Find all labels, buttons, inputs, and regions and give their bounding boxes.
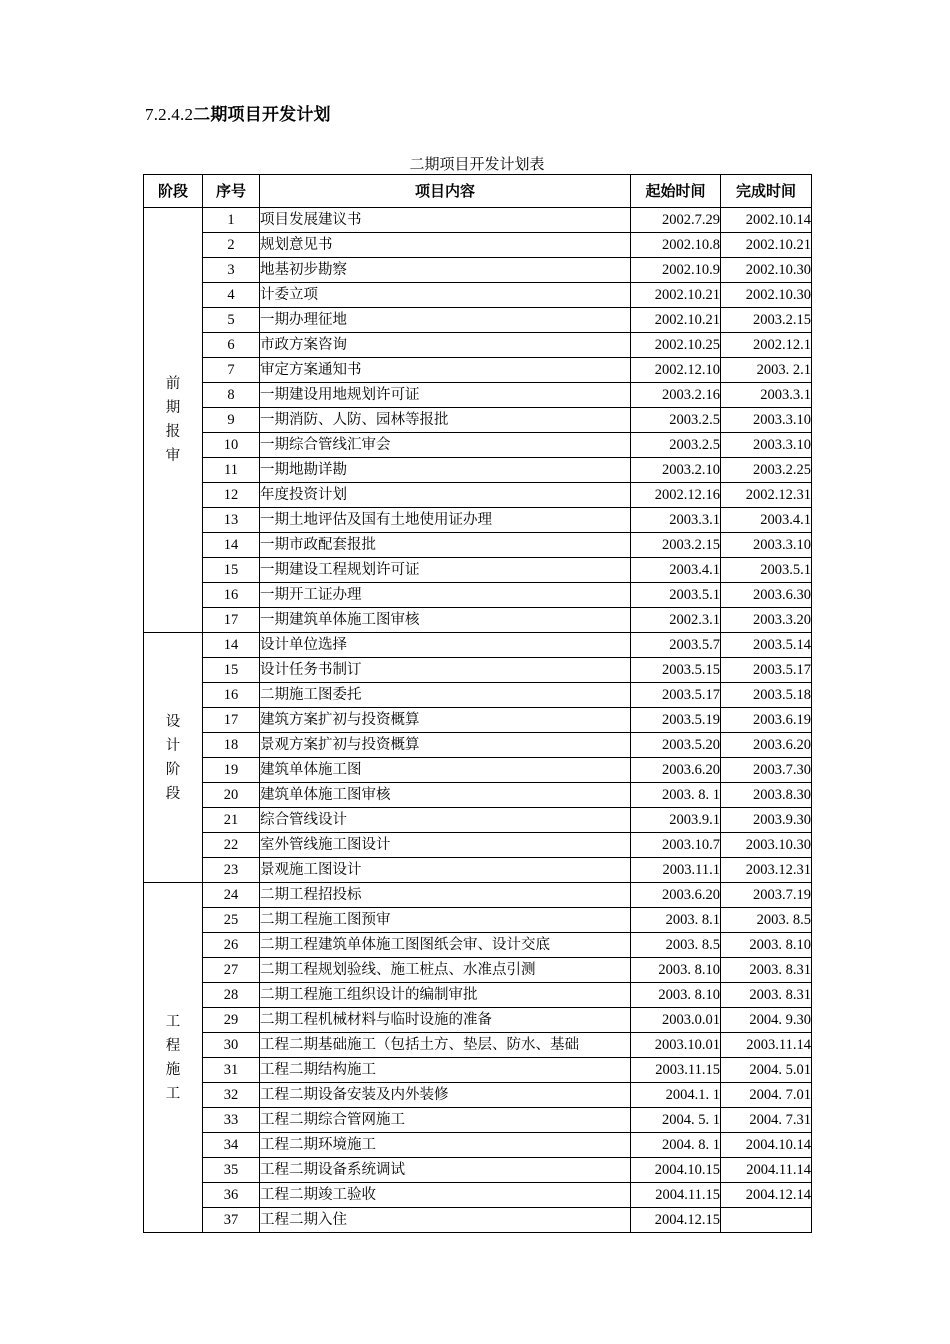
item-cell: 二期工程施工图预审 bbox=[260, 908, 631, 933]
start-date-cell: 2003.5.7 bbox=[631, 633, 721, 658]
item-cell: 一期土地评估及国有土地使用证办理 bbox=[260, 508, 631, 533]
seq-cell: 6 bbox=[203, 333, 260, 358]
seq-cell: 14 bbox=[203, 633, 260, 658]
end-date-cell: 2003.2.15 bbox=[721, 308, 812, 333]
item-cell: 建筑单体施工图审核 bbox=[260, 783, 631, 808]
table-row bbox=[144, 858, 812, 883]
item-cell: 工程二期综合管网施工 bbox=[260, 1108, 631, 1133]
start-date-cell: 2003.5.20 bbox=[631, 733, 721, 758]
end-date-cell: 2003.10.30 bbox=[721, 833, 812, 858]
phase-label-char: 计 bbox=[165, 737, 181, 754]
item-cell: 市政方案咨询 bbox=[260, 333, 631, 358]
table-row bbox=[144, 808, 812, 833]
start-date-cell: 2004.11.15 bbox=[631, 1183, 721, 1208]
seq-cell: 15 bbox=[203, 658, 260, 683]
end-date-cell: 2003.6.30 bbox=[721, 583, 812, 608]
start-date-cell: 2003. 8. 1 bbox=[631, 783, 721, 808]
item-cell: 工程二期环境施工 bbox=[260, 1133, 631, 1158]
item-cell: 景观施工图设计 bbox=[260, 858, 631, 883]
item-cell: 综合管线设计 bbox=[260, 808, 631, 833]
table-row bbox=[144, 258, 812, 283]
seq-cell: 35 bbox=[203, 1158, 260, 1183]
table-row bbox=[144, 633, 812, 658]
table-row bbox=[144, 833, 812, 858]
table-row bbox=[144, 1083, 812, 1108]
header-content: 项目内容 bbox=[260, 175, 631, 208]
table-body bbox=[144, 208, 812, 1233]
table-row bbox=[144, 383, 812, 408]
seq-cell: 33 bbox=[203, 1108, 260, 1133]
end-date-cell: 2004. 7.01 bbox=[721, 1083, 812, 1108]
end-date-cell: 2003.7.30 bbox=[721, 758, 812, 783]
seq-cell: 32 bbox=[203, 1083, 260, 1108]
start-date-cell: 2003.3.1 bbox=[631, 508, 721, 533]
start-date-cell: 2002.12.16 bbox=[631, 483, 721, 508]
development-plan-table bbox=[143, 174, 812, 1233]
end-date-cell: 2003.7.19 bbox=[721, 883, 812, 908]
seq-cell: 28 bbox=[203, 983, 260, 1008]
table-row bbox=[144, 883, 812, 908]
table-row bbox=[144, 608, 812, 633]
end-date-cell: 2003.5.14 bbox=[721, 633, 812, 658]
table-row bbox=[144, 283, 812, 308]
seq-cell: 18 bbox=[203, 733, 260, 758]
table-row bbox=[144, 458, 812, 483]
seq-cell: 24 bbox=[203, 883, 260, 908]
end-date-cell: 2002.12.31 bbox=[721, 483, 812, 508]
seq-cell: 11 bbox=[203, 458, 260, 483]
item-cell: 项目发展建议书 bbox=[260, 208, 631, 233]
phase-label-char: 前 bbox=[165, 376, 181, 392]
end-date-cell: 2004.12.14 bbox=[721, 1183, 812, 1208]
end-date-cell: 2003.5.17 bbox=[721, 658, 812, 683]
item-cell: 一期消防、人防、园林等报批 bbox=[260, 408, 631, 433]
item-cell: 工程二期竣工验收 bbox=[260, 1183, 631, 1208]
phase-label-char: 报 bbox=[165, 424, 181, 440]
seq-cell: 17 bbox=[203, 608, 260, 633]
table-row bbox=[144, 1008, 812, 1033]
table-row bbox=[144, 1208, 812, 1233]
end-date-cell: 2002.10.21 bbox=[721, 233, 812, 258]
item-cell: 审定方案通知书 bbox=[260, 358, 631, 383]
header-end: 完成时间 bbox=[721, 175, 812, 208]
end-date-cell bbox=[721, 1208, 812, 1233]
header-phase: 阶段 bbox=[144, 175, 203, 208]
end-date-cell: 2004.11.14 bbox=[721, 1158, 812, 1183]
seq-cell: 1 bbox=[203, 208, 260, 233]
seq-cell: 2 bbox=[203, 233, 260, 258]
phase-label-char: 阶 bbox=[165, 761, 181, 778]
start-date-cell: 2003.2.5 bbox=[631, 433, 721, 458]
item-cell: 建筑单体施工图 bbox=[260, 758, 631, 783]
seq-cell: 20 bbox=[203, 783, 260, 808]
seq-cell: 22 bbox=[203, 833, 260, 858]
end-date-cell: 2003.3.20 bbox=[721, 608, 812, 633]
end-date-cell: 2002.12.1 bbox=[721, 333, 812, 358]
start-date-cell: 2003. 8.5 bbox=[631, 933, 721, 958]
item-cell: 规划意见书 bbox=[260, 233, 631, 258]
phase-label-char: 施 bbox=[165, 1061, 181, 1078]
phase-label bbox=[144, 208, 203, 633]
seq-cell: 17 bbox=[203, 708, 260, 733]
end-date-cell: 2004. 7.31 bbox=[721, 1108, 812, 1133]
start-date-cell: 2003.2.16 bbox=[631, 383, 721, 408]
start-date-cell: 2003.4.1 bbox=[631, 558, 721, 583]
start-date-cell: 2003.5.1 bbox=[631, 583, 721, 608]
table-row bbox=[144, 208, 812, 233]
end-date-cell: 2004. 5.01 bbox=[721, 1058, 812, 1083]
seq-cell: 13 bbox=[203, 508, 260, 533]
table-row bbox=[144, 908, 812, 933]
start-date-cell: 2004. 5. 1 bbox=[631, 1108, 721, 1133]
item-cell: 二期工程规划验线、施工桩点、水准点引测 bbox=[260, 958, 631, 983]
seq-cell: 36 bbox=[203, 1183, 260, 1208]
seq-cell: 30 bbox=[203, 1033, 260, 1058]
start-date-cell: 2003.11.15 bbox=[631, 1058, 721, 1083]
item-cell: 一期建设用地规划许可证 bbox=[260, 383, 631, 408]
end-date-cell: 2003.2.25 bbox=[721, 458, 812, 483]
end-date-cell: 2004. 9.30 bbox=[721, 1008, 812, 1033]
seq-cell: 21 bbox=[203, 808, 260, 833]
start-date-cell: 2003.10.01 bbox=[631, 1033, 721, 1058]
table-row bbox=[144, 758, 812, 783]
end-date-cell: 2003.8.30 bbox=[721, 783, 812, 808]
seq-cell: 37 bbox=[203, 1208, 260, 1233]
table-row bbox=[144, 958, 812, 983]
item-cell: 地基初步勘察 bbox=[260, 258, 631, 283]
seq-cell: 23 bbox=[203, 858, 260, 883]
seq-cell: 4 bbox=[203, 283, 260, 308]
table-row bbox=[144, 308, 812, 333]
item-cell: 一期建设工程规划许可证 bbox=[260, 558, 631, 583]
start-date-cell: 2002.10.25 bbox=[631, 333, 721, 358]
item-cell: 二期工程建筑单体施工图图纸会审、设计交底 bbox=[260, 933, 631, 958]
end-date-cell: 2003. 8.31 bbox=[721, 983, 812, 1008]
item-cell: 二期工程施工组织设计的编制审批 bbox=[260, 983, 631, 1008]
item-cell: 设计任务书制订 bbox=[260, 658, 631, 683]
item-cell: 一期综合管线汇审会 bbox=[260, 433, 631, 458]
start-date-cell: 2002.10.9 bbox=[631, 258, 721, 283]
phase-label-char: 审 bbox=[165, 448, 181, 464]
end-date-cell: 2003.5.18 bbox=[721, 683, 812, 708]
table-row bbox=[144, 708, 812, 733]
end-date-cell: 2003. 8.31 bbox=[721, 958, 812, 983]
phase-label-char: 工 bbox=[165, 1013, 181, 1030]
table-row bbox=[144, 358, 812, 383]
end-date-cell: 2003.6.20 bbox=[721, 733, 812, 758]
phase-label-char: 期 bbox=[165, 400, 181, 416]
table-row bbox=[144, 658, 812, 683]
start-date-cell: 2003.5.15 bbox=[631, 658, 721, 683]
seq-cell: 16 bbox=[203, 583, 260, 608]
end-date-cell: 2003.9.30 bbox=[721, 808, 812, 833]
item-cell: 工程二期基础施工（包括土方、垫层、防水、基础 bbox=[260, 1033, 631, 1058]
seq-cell: 31 bbox=[203, 1058, 260, 1083]
seq-cell: 34 bbox=[203, 1133, 260, 1158]
table-caption: 二期项目开发计划表 bbox=[409, 155, 545, 173]
seq-cell: 8 bbox=[203, 383, 260, 408]
item-cell: 一期开工证办理 bbox=[260, 583, 631, 608]
item-cell: 一期地勘详勘 bbox=[260, 458, 631, 483]
seq-cell: 27 bbox=[203, 958, 260, 983]
header-start: 起始时间 bbox=[631, 175, 721, 208]
table-row bbox=[144, 408, 812, 433]
table-header-row bbox=[144, 175, 812, 208]
end-date-cell: 2003. 8.5 bbox=[721, 908, 812, 933]
phase-label-char: 段 bbox=[165, 785, 181, 802]
item-cell: 室外管线施工图设计 bbox=[260, 833, 631, 858]
end-date-cell: 2002.10.30 bbox=[721, 258, 812, 283]
item-cell: 一期市政配套报批 bbox=[260, 533, 631, 558]
phase-label-char: 程 bbox=[165, 1037, 181, 1054]
item-cell: 一期建筑单体施工图审核 bbox=[260, 608, 631, 633]
seq-cell: 14 bbox=[203, 533, 260, 558]
item-cell: 二期工程招投标 bbox=[260, 883, 631, 908]
table-row bbox=[144, 1033, 812, 1058]
table-row bbox=[144, 483, 812, 508]
end-date-cell: 2002.10.14 bbox=[721, 208, 812, 233]
end-date-cell: 2003. 2.1 bbox=[721, 358, 812, 383]
start-date-cell: 2003.2.15 bbox=[631, 533, 721, 558]
item-cell: 建筑方案扩初与投资概算 bbox=[260, 708, 631, 733]
start-date-cell: 2004.10.15 bbox=[631, 1158, 721, 1183]
start-date-cell: 2003.2.10 bbox=[631, 458, 721, 483]
table-row bbox=[144, 333, 812, 358]
item-cell: 景观方案扩初与投资概算 bbox=[260, 733, 631, 758]
item-cell: 二期施工图委托 bbox=[260, 683, 631, 708]
phase-label bbox=[144, 633, 203, 883]
start-date-cell: 2002.10.21 bbox=[631, 283, 721, 308]
table-row bbox=[144, 933, 812, 958]
table-row bbox=[144, 983, 812, 1008]
seq-cell: 19 bbox=[203, 758, 260, 783]
seq-cell: 10 bbox=[203, 433, 260, 458]
phase-label-char: 工 bbox=[165, 1085, 181, 1102]
start-date-cell: 2003.2.5 bbox=[631, 408, 721, 433]
table-row bbox=[144, 1058, 812, 1083]
table-row bbox=[144, 533, 812, 558]
item-cell: 工程二期设备系统调试 bbox=[260, 1158, 631, 1183]
end-date-cell: 2003.6.19 bbox=[721, 708, 812, 733]
phase-label bbox=[144, 883, 203, 1233]
section-number: 7.2.4.2 bbox=[145, 105, 194, 124]
header-seq: 序号 bbox=[203, 175, 260, 208]
item-cell: 计委立项 bbox=[260, 283, 631, 308]
start-date-cell: 2003.10.7 bbox=[631, 833, 721, 858]
start-date-cell: 2003. 8.1 bbox=[631, 908, 721, 933]
section-title: 二期项目开发计划 bbox=[193, 105, 331, 125]
end-date-cell: 2003.3.1 bbox=[721, 383, 812, 408]
item-cell: 工程二期结构施工 bbox=[260, 1058, 631, 1083]
seq-cell: 7 bbox=[203, 358, 260, 383]
item-cell: 年度投资计划 bbox=[260, 483, 631, 508]
seq-cell: 15 bbox=[203, 558, 260, 583]
seq-cell: 16 bbox=[203, 683, 260, 708]
seq-cell: 3 bbox=[203, 258, 260, 283]
seq-cell: 9 bbox=[203, 408, 260, 433]
end-date-cell: 2003.4.1 bbox=[721, 508, 812, 533]
table-row bbox=[144, 433, 812, 458]
start-date-cell: 2003.11.1 bbox=[631, 858, 721, 883]
start-date-cell: 2004. 8. 1 bbox=[631, 1133, 721, 1158]
start-date-cell: 2002.10.8 bbox=[631, 233, 721, 258]
end-date-cell: 2002.10.30 bbox=[721, 283, 812, 308]
item-cell: 一期办理征地 bbox=[260, 308, 631, 333]
start-date-cell: 2004.1. 1 bbox=[631, 1083, 721, 1108]
start-date-cell: 2003.6.20 bbox=[631, 883, 721, 908]
table-row bbox=[144, 233, 812, 258]
item-cell: 设计单位选择 bbox=[260, 633, 631, 658]
table-row bbox=[144, 783, 812, 808]
start-date-cell: 2002.7.29 bbox=[631, 208, 721, 233]
end-date-cell: 2003. 8.10 bbox=[721, 933, 812, 958]
seq-cell: 29 bbox=[203, 1008, 260, 1033]
table-row bbox=[144, 733, 812, 758]
start-date-cell: 2004.12.15 bbox=[631, 1208, 721, 1233]
section-heading bbox=[145, 100, 331, 125]
end-date-cell: 2003.3.10 bbox=[721, 433, 812, 458]
end-date-cell: 2003.3.10 bbox=[721, 408, 812, 433]
item-cell: 工程二期设备安装及内外装修 bbox=[260, 1083, 631, 1108]
item-cell: 工程二期入住 bbox=[260, 1208, 631, 1233]
start-date-cell: 2002.10.21 bbox=[631, 308, 721, 333]
start-date-cell: 2003.5.19 bbox=[631, 708, 721, 733]
table-row bbox=[144, 683, 812, 708]
end-date-cell: 2003.3.10 bbox=[721, 533, 812, 558]
table-row bbox=[144, 1158, 812, 1183]
table-row bbox=[144, 1133, 812, 1158]
table-row bbox=[144, 1108, 812, 1133]
start-date-cell: 2003.5.17 bbox=[631, 683, 721, 708]
start-date-cell: 2002.3.1 bbox=[631, 608, 721, 633]
seq-cell: 5 bbox=[203, 308, 260, 333]
start-date-cell: 2003.6.20 bbox=[631, 758, 721, 783]
seq-cell: 25 bbox=[203, 908, 260, 933]
start-date-cell: 2003. 8.10 bbox=[631, 958, 721, 983]
table-row bbox=[144, 583, 812, 608]
table-row bbox=[144, 558, 812, 583]
end-date-cell: 2003.12.31 bbox=[721, 858, 812, 883]
seq-cell: 26 bbox=[203, 933, 260, 958]
seq-cell: 12 bbox=[203, 483, 260, 508]
end-date-cell: 2003.5.1 bbox=[721, 558, 812, 583]
table-row bbox=[144, 508, 812, 533]
start-date-cell: 2003.9.1 bbox=[631, 808, 721, 833]
start-date-cell: 2003.0.01 bbox=[631, 1008, 721, 1033]
item-cell: 二期工程机械材料与临时设施的准备 bbox=[260, 1008, 631, 1033]
start-date-cell: 2003. 8.10 bbox=[631, 983, 721, 1008]
table-row bbox=[144, 1183, 812, 1208]
start-date-cell: 2002.12.10 bbox=[631, 358, 721, 383]
phase-label-char: 设 bbox=[165, 713, 181, 730]
end-date-cell: 2004.10.14 bbox=[721, 1133, 812, 1158]
end-date-cell: 2003.11.14 bbox=[721, 1033, 812, 1058]
